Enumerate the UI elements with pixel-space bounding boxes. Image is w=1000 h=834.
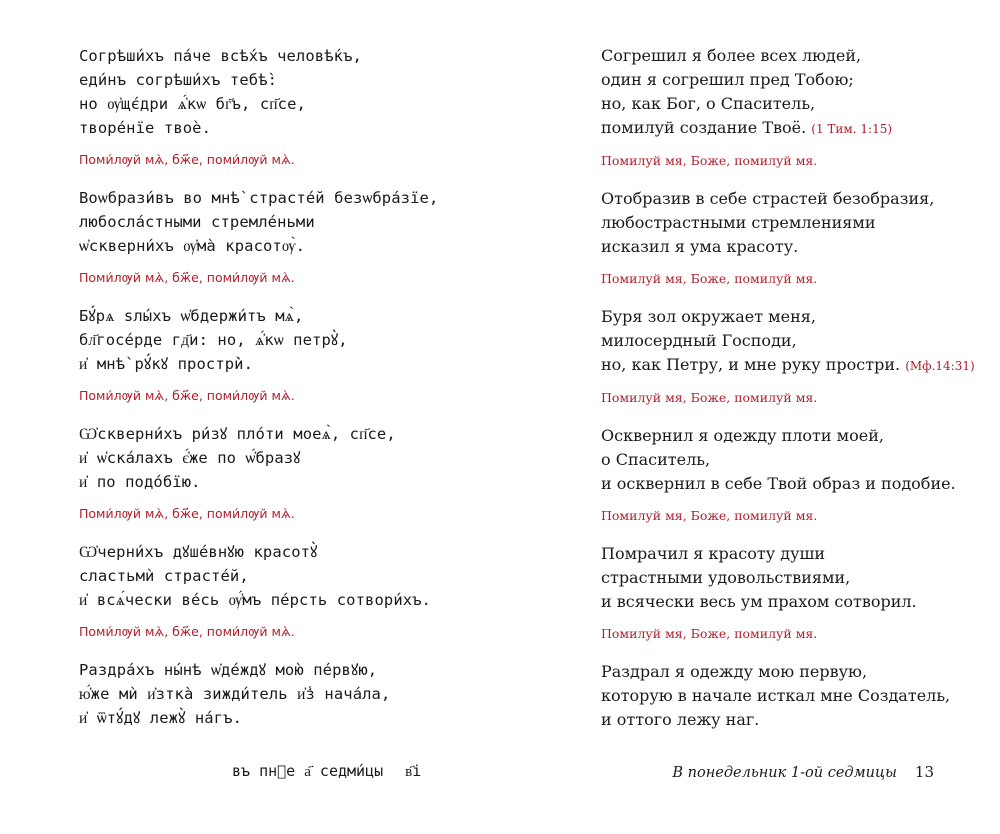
verse-line: [601, 353, 991, 378]
running-head-slavonic: въ пнⷣе а҃ седми́цы: [232, 762, 384, 780]
running-head-russian: В понедельник 1-ой седмицы: [672, 765, 897, 781]
refrain-rubric: Поми́лѹй мѧ̀, бж҃е, поми́лѹй мѧ̀.: [79, 152, 295, 167]
slavonic-stanza-2: [79, 186, 479, 290]
right-page-russian: [500, 0, 1000, 834]
verse-line: и осквернил в себе Твой образ и подобие.: [601, 474, 956, 493]
verse-line-text: помилуй создание Твоё.: [601, 118, 807, 137]
russian-stanza-5: [601, 542, 991, 646]
refrain-rubric: Поми́лѹй мѧ̀, бж҃е, поми́лѹй мѧ̀.: [79, 624, 295, 639]
verse-line: о Спаситель,: [601, 450, 711, 469]
page-number: 13: [914, 763, 934, 781]
russian-stanza-2: [601, 187, 991, 291]
russian-stanza-1: [601, 44, 991, 173]
refrain-rubric: Помилуй мя, Боже, помилуй мя.: [601, 390, 818, 405]
stanza-verse: [79, 540, 479, 612]
verse-line: Отобразив в себе страстей безобразия,: [601, 189, 935, 208]
slavonic-stanza-4: [79, 422, 479, 526]
refrain-rubric: Помилуй мя, Боже, помилуй мя.: [601, 626, 818, 641]
verse-line: один я согрешил пред Тобою;: [601, 70, 854, 89]
verse-line: и҆ по подо́бїю.: [79, 473, 201, 491]
verse-line: Согрешил я более всех людей,: [601, 46, 862, 65]
verse-line: милосердный Господи,: [601, 331, 797, 350]
verse-line: сластьмѝ страсте́й,: [79, 567, 249, 585]
verse-line: Бꙋ́рѧ ѕлы́хъ ѡ҆бдержи́тъ мѧ̀,: [79, 307, 304, 325]
stanza-verse: [79, 658, 479, 730]
verse-line-text: но, как Петру, и мне руку простри.: [601, 355, 901, 374]
verse-line: бл҃госе́рде гд҃и: но, ѧ҆́кѡ петрꙋ̀,: [79, 331, 348, 349]
stanza-verse: [79, 186, 479, 258]
slavonic-stanza-6: [79, 658, 479, 730]
verse-line: любострастными стремлениями: [601, 213, 876, 232]
verse-line: и҆ мнѣ̀ рꙋ́кꙋ простри̇̀.: [79, 355, 254, 373]
verse-line: ѡ҆скверни́хъ ѹ҆ма̀ красотѹ̀.: [79, 237, 306, 255]
russian-stanza-3: [601, 305, 991, 410]
verse-line: и всячески весь ум прахом сотворил.: [601, 592, 917, 611]
refrain-rubric: Поми́лѹй мѧ̀, бж҃е, поми́лѹй мѧ̀.: [79, 506, 295, 521]
verse-line: любосла́стными стремле́ньми: [79, 213, 315, 231]
verse-line: и оттого лежу наг.: [601, 710, 760, 729]
scripture-reference: (1 Тим. 1:15): [811, 122, 893, 136]
verse-line: которую в начале исткал мне Создатель,: [601, 686, 951, 705]
stanza-verse: [601, 424, 991, 496]
verse-line: Осквернил я одежду плоти моей,: [601, 426, 884, 445]
refrain-rubric: Помилуй мя, Боже, помилуй мя.: [601, 153, 818, 168]
right-running-footer: [672, 763, 934, 781]
left-running-footer: [232, 762, 421, 781]
verse-line: Раздра́хъ ны́нѣ ѡ҆де́ждꙋ мою̀ пе́рвꙋю,: [79, 661, 378, 679]
stanza-verse: [79, 44, 479, 140]
refrain-rubric: Помилуй мя, Боже, помилуй мя.: [601, 271, 818, 286]
scripture-reference: (Мф.14:31): [905, 359, 975, 373]
verse-line: и҆ ѡ҆ска́лахъ є҆́же по ѡ҆́бразꙋ: [79, 449, 301, 467]
stanza-verse: [601, 542, 991, 614]
verse-line: Воѡбрази́въ во мнѣ̀ страсте́й безѡбра́зїе,: [79, 189, 439, 207]
verse-line: Буря зол окружает меня,: [601, 307, 816, 326]
stanza-verse: [601, 660, 991, 732]
slavonic-stanza-1: [79, 44, 479, 172]
verse-line: Согрѣши́хъ па́че всѣ́хъ человѣ́къ,: [79, 47, 362, 65]
russian-stanza-6: [601, 660, 991, 732]
verse-line: Ѡ҆скверни́хъ ри́зꙋ пло́ти моеѧ̀, сп҃се,: [79, 425, 396, 443]
verse-line: исказил я ума красоту.: [601, 237, 799, 256]
church-slavonic-column: [79, 44, 479, 730]
stanza-verse: [79, 422, 479, 494]
refrain-rubric: Поми́лѹй мѧ̀, бж҃е, поми́лѹй мѧ̀.: [79, 270, 295, 285]
verse-line: но ѹ҆щє́дри ѧ҆́кѡ бг҃ъ, сп҃се,: [79, 95, 306, 113]
verse-line: и҆ всѧ́чески ве́сь ѹ҆́мъ пе́рсть сотвори́хъ.: [79, 591, 432, 609]
verse-line: [601, 116, 991, 141]
stanza-verse: [601, 44, 991, 141]
folio-number: в҃і: [405, 762, 422, 780]
slavonic-stanza-5: [79, 540, 479, 644]
verse-line: ю҆́же мѝ и҆зтка̀ зижди́тель и҆з̾ нача́ла,: [79, 685, 391, 703]
stanza-verse: [601, 305, 991, 378]
russian-stanza-4: [601, 424, 991, 528]
verse-line: страстными удовольствиями,: [601, 568, 851, 587]
slavonic-stanza-3: [79, 304, 479, 408]
verse-line: Ѡ҆черни́хъ дꙋше́внꙋю красотꙋ̀: [79, 543, 318, 561]
verse-line: Помрачил я красоту души: [601, 544, 826, 563]
verse-line: творе́нїе твоѐ.: [79, 119, 212, 137]
verse-line: еди́нъ согрѣши́хъ тебѣ̀:: [79, 71, 278, 89]
refrain-rubric: Поми́лѹй мѧ̀, бж҃е, поми́лѹй мѧ̀.: [79, 388, 295, 403]
verse-line: но, как Бог, о Спаситель,: [601, 94, 816, 113]
refrain-rubric: Помилуй мя, Боже, помилуй мя.: [601, 508, 818, 523]
verse-line: и҆ ѿтꙋ́дꙋ лежꙋ̀ на́гъ.: [79, 709, 243, 727]
verse-line: Раздрал я одежду мою первую,: [601, 662, 868, 681]
russian-column: [601, 44, 991, 732]
stanza-verse: [601, 187, 991, 259]
stanza-verse: [79, 304, 479, 376]
